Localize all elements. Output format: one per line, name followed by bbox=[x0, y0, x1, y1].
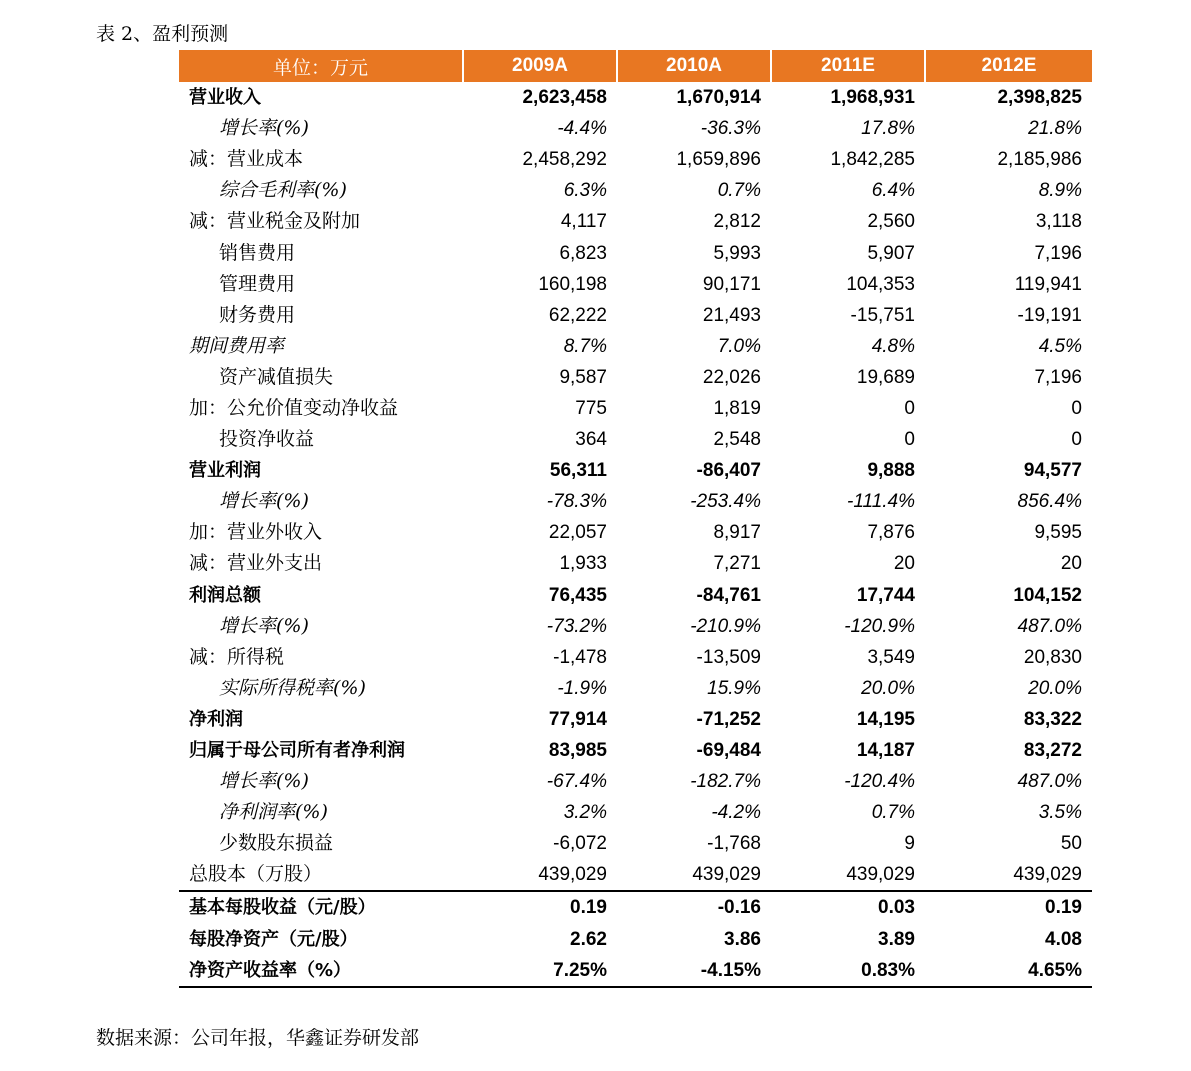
row-value: 56,311 bbox=[549, 460, 607, 482]
row-value: -69,484 bbox=[696, 740, 761, 762]
row-value: 2.62 bbox=[570, 928, 607, 950]
row-value: 21.8% bbox=[1028, 118, 1082, 140]
row-value: 3.5% bbox=[1038, 802, 1082, 824]
row-value: -4.15% bbox=[617, 955, 771, 987]
row-value: 1,659,896 bbox=[676, 149, 761, 171]
row-value: 17,744 bbox=[856, 584, 915, 606]
row-label: 减：营业外支出 bbox=[189, 552, 323, 575]
row-value: 3,118 bbox=[1035, 211, 1082, 233]
row-value: 0 bbox=[1071, 429, 1082, 451]
row-value: 7,271 bbox=[713, 553, 761, 575]
row-label: 综合毛利率(%) bbox=[219, 179, 347, 202]
row-label: 实际所得税率(%) bbox=[219, 676, 366, 699]
row-value: -120.9% bbox=[844, 615, 915, 637]
row-value: 17.8% bbox=[861, 118, 915, 140]
row-value: 0 bbox=[1071, 397, 1082, 419]
row-value: 83,985 bbox=[548, 740, 607, 762]
table-row bbox=[179, 517, 1092, 548]
table-row bbox=[179, 955, 1092, 987]
row-value: 364 bbox=[575, 429, 607, 451]
row-label: 投资净收益 bbox=[219, 428, 315, 451]
row-value: -73.2% bbox=[546, 615, 607, 637]
row-label: 加：公允价值变动净收益 bbox=[189, 396, 399, 419]
row-value: 1,842,285 bbox=[830, 149, 915, 171]
row-value: 5,907 bbox=[867, 242, 915, 264]
row-label: 归属于母公司所有者净利润 bbox=[189, 740, 405, 762]
table-row bbox=[179, 735, 1092, 766]
row-value: 2,623,458 bbox=[522, 87, 607, 109]
row-value: -210.9% bbox=[690, 615, 761, 637]
table-row bbox=[179, 206, 1092, 237]
row-value: -6,072 bbox=[553, 833, 607, 855]
row-value: 14,195 bbox=[856, 708, 915, 730]
table-row bbox=[179, 331, 1092, 362]
row-value: 775 bbox=[575, 397, 607, 419]
table-header bbox=[179, 50, 1092, 82]
table-row bbox=[179, 300, 1092, 331]
table-row bbox=[179, 175, 1092, 206]
row-value: 3.89 bbox=[878, 928, 915, 950]
row-label: 增长率(%) bbox=[219, 614, 309, 637]
row-value: 1,670,914 bbox=[676, 87, 761, 109]
row-label: 营业收入 bbox=[189, 87, 261, 109]
header-year-2011: 2011E bbox=[771, 50, 925, 82]
row-value: 20.0% bbox=[1028, 677, 1082, 699]
row-value: 7.0% bbox=[717, 335, 761, 357]
row-value: 22,026 bbox=[702, 366, 761, 388]
row-label: 每股净资产（元/股） bbox=[189, 928, 358, 950]
table-row bbox=[179, 704, 1092, 735]
row-value: 0.19 bbox=[463, 891, 617, 923]
table-row bbox=[179, 455, 1092, 486]
row-value: 0.03 bbox=[771, 891, 925, 923]
row-value: 1,968,931 bbox=[830, 87, 915, 109]
row-label: 资产减值损失 bbox=[219, 365, 334, 388]
row-value: 439,029 bbox=[846, 864, 915, 886]
row-value: -36.3% bbox=[700, 118, 761, 140]
row-label: 净利润 bbox=[189, 708, 243, 730]
header-year-2009: 2009A bbox=[463, 50, 617, 82]
row-label: 利润总额 bbox=[189, 584, 261, 606]
row-value: 5,993 bbox=[713, 242, 761, 264]
row-label: 财务费用 bbox=[219, 303, 296, 326]
row-value: 119,941 bbox=[1014, 273, 1082, 295]
row-value: -78.3% bbox=[546, 491, 607, 513]
row-value: -19,191 bbox=[1017, 304, 1082, 326]
row-value: 856.4% bbox=[1017, 491, 1082, 513]
row-value: 90,171 bbox=[702, 273, 761, 295]
row-value: 15.9% bbox=[707, 677, 761, 699]
row-value: -15,751 bbox=[850, 304, 915, 326]
row-value: 439,029 bbox=[1013, 864, 1082, 886]
row-value: 83,272 bbox=[1023, 740, 1082, 762]
row-label: 减：所得税 bbox=[189, 645, 285, 668]
row-value: 62,222 bbox=[548, 304, 607, 326]
row-label: 管理费用 bbox=[219, 272, 296, 295]
table-row bbox=[179, 611, 1092, 642]
row-value: -182.7% bbox=[690, 771, 761, 793]
row-value: 9,595 bbox=[1034, 522, 1082, 544]
row-value: 487.0% bbox=[1017, 615, 1082, 637]
row-value: 14,187 bbox=[856, 740, 915, 762]
row-value: 4,117 bbox=[560, 211, 607, 233]
row-value: 3.2% bbox=[563, 802, 607, 824]
row-value: -253.4% bbox=[690, 491, 761, 513]
row-value: 7,196 bbox=[1034, 242, 1082, 264]
row-label: 营业利润 bbox=[189, 460, 261, 482]
row-label: 基本每股收益（元/股） bbox=[179, 891, 463, 923]
row-value: 8,917 bbox=[713, 522, 761, 544]
table-row bbox=[179, 673, 1092, 704]
row-label: 期间费用率 bbox=[189, 334, 285, 357]
header-year-2010: 2010A bbox=[617, 50, 771, 82]
table-row bbox=[179, 642, 1092, 673]
table-row bbox=[179, 859, 1092, 891]
row-value: 0.7% bbox=[871, 802, 915, 824]
row-value: 8.7% bbox=[563, 335, 607, 357]
row-label: 减：营业成本 bbox=[189, 148, 304, 171]
row-value: 2,185,986 bbox=[997, 149, 1082, 171]
row-value: 6.3% bbox=[563, 180, 607, 202]
row-value: 83,322 bbox=[1023, 708, 1082, 730]
row-value: 76,435 bbox=[548, 584, 607, 606]
table-body bbox=[179, 82, 1092, 987]
row-value: 0 bbox=[904, 429, 915, 451]
row-value: 104,152 bbox=[1013, 584, 1082, 606]
row-value: -71,252 bbox=[696, 708, 761, 730]
row-value: -1.9% bbox=[557, 677, 607, 699]
row-value: 439,029 bbox=[692, 864, 761, 886]
row-value: 0.19 bbox=[925, 891, 1092, 923]
row-value: -111.4% bbox=[847, 491, 915, 513]
row-value: 9,587 bbox=[559, 366, 607, 388]
row-value: -86,407 bbox=[696, 460, 761, 482]
table-row bbox=[179, 424, 1092, 455]
row-value: 4.8% bbox=[871, 335, 915, 357]
row-label: 销售费用 bbox=[219, 241, 296, 264]
row-value: 2,548 bbox=[713, 429, 761, 451]
row-label: 净资产收益率（%） bbox=[179, 955, 463, 987]
header-unit: 单位：万元 bbox=[179, 50, 463, 82]
row-value: -4.2% bbox=[711, 802, 761, 824]
row-value: -1,768 bbox=[707, 833, 761, 855]
row-value: 20.0% bbox=[861, 677, 915, 699]
row-label: 净利润率(%) bbox=[219, 801, 328, 824]
row-value: 2,560 bbox=[867, 211, 915, 233]
header-year-2012: 2012E bbox=[925, 50, 1092, 82]
row-value: 4.5% bbox=[1038, 335, 1082, 357]
row-value: 1,819 bbox=[713, 397, 761, 419]
row-value: 2,398,825 bbox=[997, 87, 1082, 109]
row-value: 160,198 bbox=[538, 273, 607, 295]
row-value: 22,057 bbox=[548, 522, 607, 544]
row-value: 9 bbox=[904, 833, 915, 855]
row-value: 21,493 bbox=[702, 304, 761, 326]
row-value: 20 bbox=[1060, 553, 1082, 575]
row-value: 4.08 bbox=[1045, 928, 1082, 950]
row-value: 50 bbox=[1060, 833, 1082, 855]
row-value: 94,577 bbox=[1023, 460, 1082, 482]
row-value: 4.65% bbox=[925, 955, 1092, 987]
row-value: 3.86 bbox=[724, 928, 761, 950]
row-label: 增长率(%) bbox=[219, 770, 309, 793]
table-row bbox=[179, 924, 1092, 955]
row-value: 9,888 bbox=[867, 460, 915, 482]
table-row bbox=[179, 797, 1092, 828]
table-row bbox=[179, 486, 1092, 517]
data-source-note: 数据来源：公司年报，华鑫证券研发部 bbox=[96, 1027, 420, 1049]
row-value: 0.83% bbox=[771, 955, 925, 987]
row-value: 6.4% bbox=[871, 180, 915, 202]
row-value: -67.4% bbox=[546, 771, 607, 793]
row-value: 6,823 bbox=[559, 242, 607, 264]
row-value: 20 bbox=[893, 553, 915, 575]
row-label: 少数股东损益 bbox=[219, 832, 334, 855]
row-value: -84,761 bbox=[696, 584, 761, 606]
row-value: 7,876 bbox=[867, 522, 915, 544]
row-value: -0.16 bbox=[617, 891, 771, 923]
table-row bbox=[179, 548, 1092, 579]
row-value: 104,353 bbox=[846, 273, 915, 295]
row-value: -1,478 bbox=[553, 646, 607, 668]
table-caption: 表 2、盈利预测 bbox=[96, 23, 229, 45]
profit-forecast-table bbox=[179, 50, 1092, 988]
table-row bbox=[179, 828, 1092, 859]
row-value: -120.4% bbox=[844, 771, 915, 793]
row-value: 2,458,292 bbox=[522, 149, 607, 171]
row-value: 2,812 bbox=[713, 211, 761, 233]
table-row bbox=[179, 362, 1092, 393]
row-label: 增长率(%) bbox=[219, 490, 309, 513]
row-value: 0 bbox=[904, 397, 915, 419]
table-row bbox=[179, 82, 1092, 113]
row-value: 3,549 bbox=[867, 646, 915, 668]
row-value: 439,029 bbox=[538, 864, 607, 886]
row-value: 7.25% bbox=[463, 955, 617, 987]
row-value: 487.0% bbox=[1017, 771, 1082, 793]
row-value: 1,933 bbox=[559, 553, 607, 575]
row-value: 77,914 bbox=[548, 708, 607, 730]
row-label: 总股本（万股） bbox=[189, 863, 323, 886]
row-value: 19,689 bbox=[856, 366, 915, 388]
table-row bbox=[179, 113, 1092, 144]
table-row bbox=[179, 766, 1092, 797]
table-row bbox=[179, 237, 1092, 268]
row-value: 20,830 bbox=[1023, 646, 1082, 668]
table-row bbox=[179, 269, 1092, 300]
row-value: 7,196 bbox=[1034, 366, 1082, 388]
row-value: -13,509 bbox=[696, 646, 761, 668]
table-row bbox=[179, 144, 1092, 175]
row-label: 增长率(%) bbox=[219, 117, 309, 140]
row-value: 8.9% bbox=[1038, 180, 1082, 202]
row-value: -4.4% bbox=[557, 118, 607, 140]
table-row bbox=[179, 891, 1092, 923]
row-label: 减：营业税金及附加 bbox=[189, 210, 361, 233]
table-row bbox=[179, 393, 1092, 424]
row-value: 0.7% bbox=[717, 180, 761, 202]
table-row bbox=[179, 580, 1092, 611]
row-label: 加：营业外收入 bbox=[189, 521, 323, 544]
